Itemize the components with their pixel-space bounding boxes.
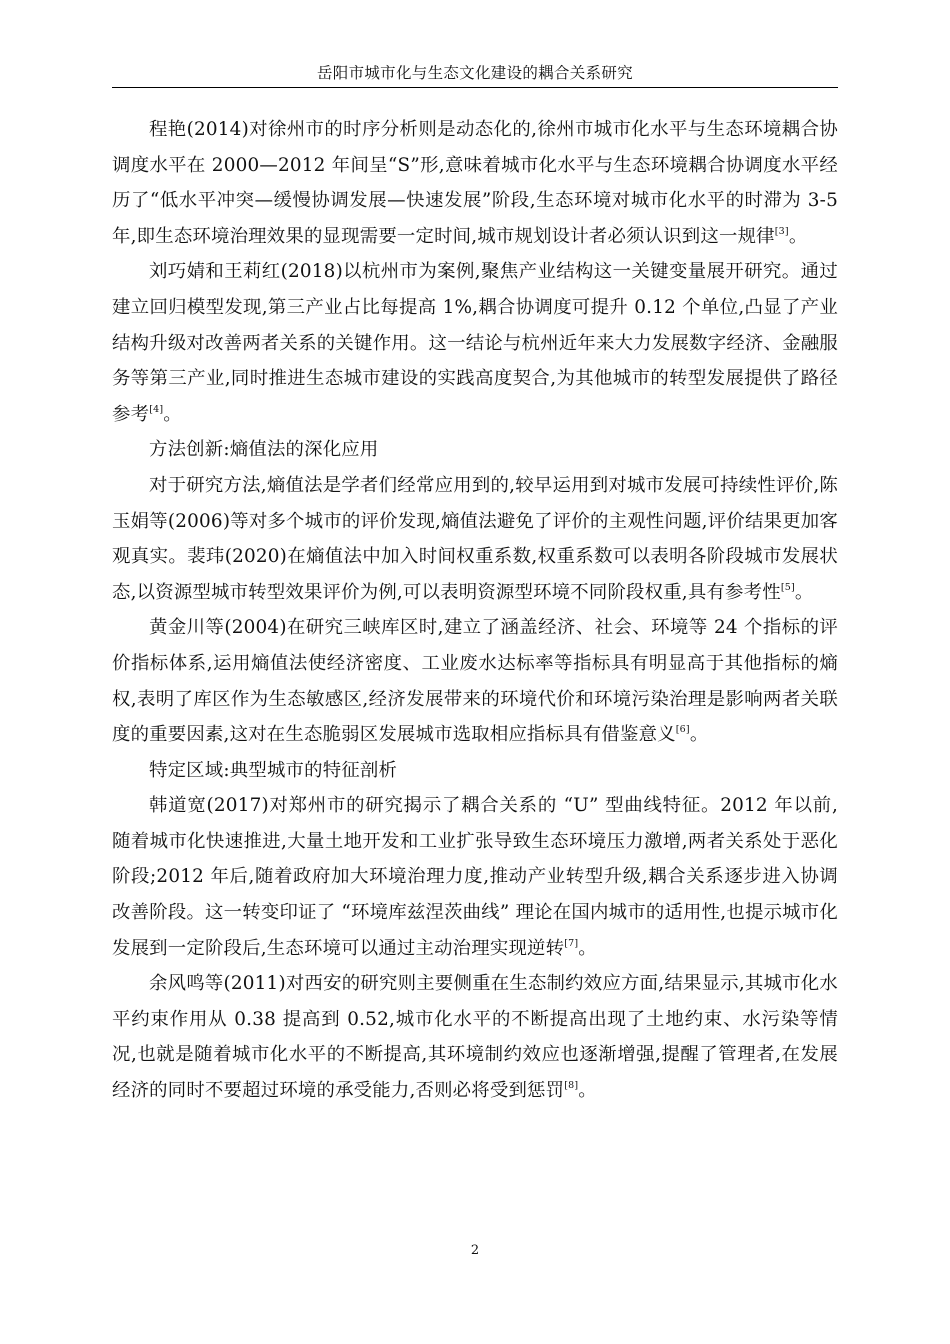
running-header: 岳阳市城市化与生态文化建设的耦合关系研究 <box>316 64 633 82</box>
page-number: 2 <box>470 1243 480 1258</box>
body-text <box>112 112 838 1109</box>
citation-ref: [6] <box>675 724 690 736</box>
citation-ref: [3] <box>774 225 789 237</box>
paragraph: 刘巧婧和王莉红(2018)以杭州市为案例,聚焦产业结构这一关键变量展开研究。通过建立回归模型发现,第三产业占比每提高 1%,耦合协调度可提升 0.12 个单位,凸显了产业结构升级对改善两者关系的关键作用。这一结论与杭州近年来大力发展数字经济、金融服务等第三产业,同时推进生态城市建设的实践高度契合,为其他城市的转型发展提供了路径参考[4]。 <box>112 261 838 425</box>
paragraph: 韩道宽(2017)对郑州市的研究揭示了耦合关系的 “U” 型曲线特征。2012 年以前,随着城市化快速推进,大量土地开发和工业扩张导致生态环境压力激增,两者关系处于恶化阶段;2012 年后,随着政府加大环境治理力度,推动产业转型升级,耦合关系逐步进入协调改善阶段。这一转变印证了 “环境库兹涅茨曲线” 理论在国内城市的适用性,也提示城市化发展到一定阶段后,生态环境可以通过主动治理实现逆转[7]。 <box>112 795 838 959</box>
citation-ref: [5] <box>780 581 795 593</box>
paragraph: 余风鸣等(2011)对西安的研究则主要侧重在生态制约效应方面,结果显示,其城市化水平约束作用从 0.38 提高到 0.52,城市化水平的不断提高出现了土地约束、水污染等情况,也就是随着城市化水平的不断提高,其环境制约效应也逐渐增强,提醒了管理者,在发展经济的同时不要超过环境的承受能力,否则必将受到惩罚[8]。 <box>112 973 838 1102</box>
paragraph: 黄金川等(2004)在研究三峡库区时,建立了涵盖经济、社会、环境等 24 个指标的评价指标体系,运用熵值法使经济密度、工业废水达标率等指标具有明显高于其他指标的熵权,表明了库区作为生态敏感区,经济发展带来的环境代价和环境污染治理是影响两者关联度的重要因素,这对在生态脆弱区发展城市选取相应指标具有借鉴意义[6]。 <box>112 617 838 746</box>
paragraph: 对于研究方法,熵值法是学者们经常应用到的,较早运用到对城市发展可持续性评价,陈玉娟等(2006)等对多个城市的评价发现,熵值法避免了评价的主观性问题,评价结果更加客观真实。裴玮(2020)在熵值法中加入时间权重系数,权重系数可以表明各阶段城市发展状态,以资源型城市转型效果评价为例,可以表明资源型环境不同阶段权重,具有参考性[5]。 <box>112 474 838 603</box>
section-heading: 特定区域:典型城市的特征剖析 <box>149 759 398 781</box>
paragraph: 程艳(2014)对徐州市的时序分析则是动态化的,徐州市城市化水平与生态环境耦合协调度水平在 2000—2012 年间呈“S”形,意味着城市化水平与生态环境耦合协调度水平经历了“低水平冲突—缓慢协调发展—快速发展”阶段,生态环境对城市化水平的时滞为 3-5 年,即生态环境治理效果的显现需要一定时间,城市规划设计者必须认识到这一规律[3]。 <box>112 119 838 247</box>
citation-ref: [7] <box>564 937 579 949</box>
citation-ref: [4] <box>149 403 164 415</box>
section-heading: 方法创新:熵值法的深化应用 <box>149 439 379 461</box>
citation-ref: [8] <box>564 1080 579 1092</box>
header-rule <box>112 87 838 88</box>
